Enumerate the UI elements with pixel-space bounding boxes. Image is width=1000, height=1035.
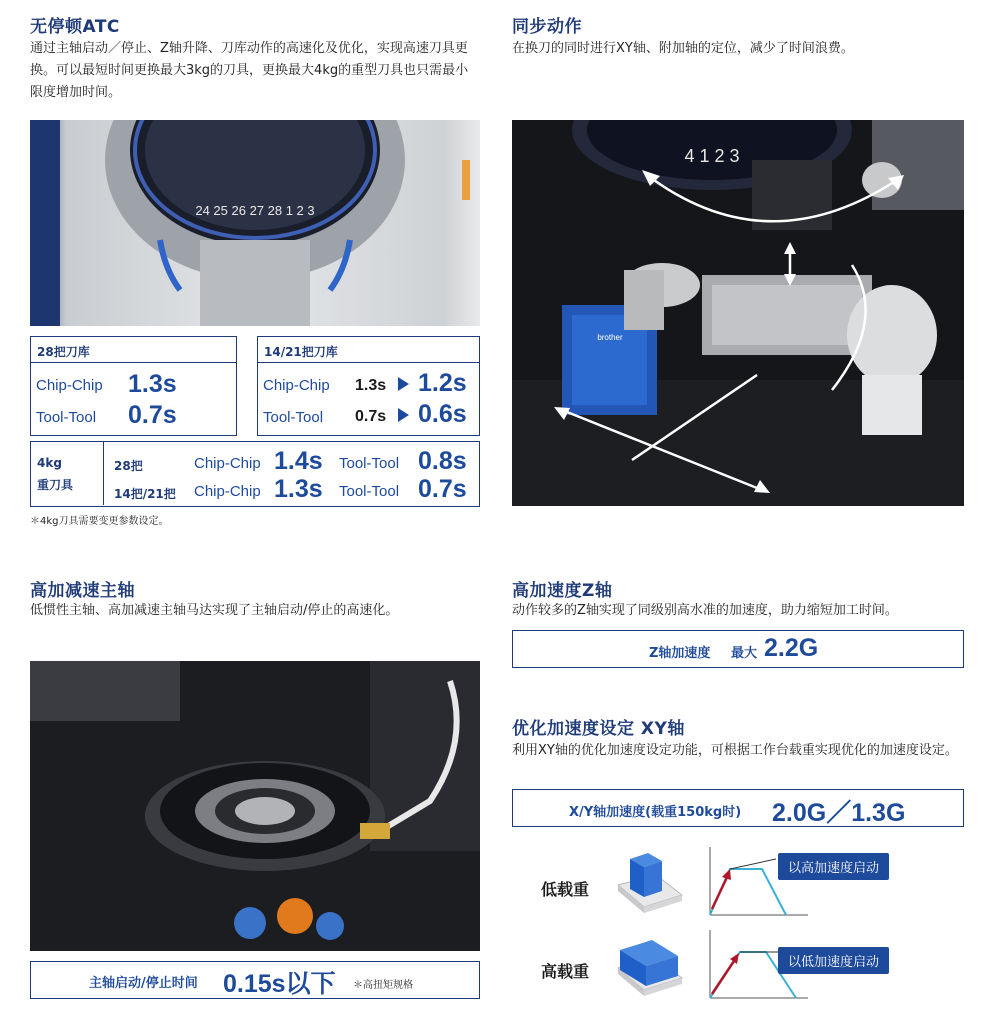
spindle-spec-value: 0.15s以下: [223, 970, 336, 998]
sync-title: 同步动作: [512, 17, 582, 37]
tool-tool-before-value: 0.7s: [355, 408, 387, 425]
arrow-right-icon: [398, 377, 409, 391]
xyaxis-description: 利用XY轴的优化加速度设定功能，可根据工作台载重实现优化的加速度设定。: [512, 743, 958, 758]
xyaxis-spec-box: [512, 789, 964, 827]
magazine-28-spec-box: [30, 336, 237, 436]
magazine-28-title: 28把刀库: [31, 337, 236, 363]
atc-magazine-numbers: 24 25 26 27 28 1 2 3: [195, 203, 315, 218]
sync-magazine-numbers: 4 1 2 3: [684, 146, 740, 166]
chip-chip-label: Chip-Chip: [263, 377, 330, 394]
zaxis-description: 动作较多的Z轴实现了同级别高水准的加速度，助力缩短加工时间。: [512, 603, 898, 618]
spindle-spec-note: ＊高扭矩规格: [353, 980, 413, 991]
heavy-tool-note: ＊4kg刀具需要变更参数设定。: [30, 516, 169, 527]
heavy-tool-title-line1: 4kg: [37, 456, 62, 470]
light-load-callout: 以高加速度启动: [778, 853, 889, 880]
tool-tool-value: 0.7s: [128, 401, 177, 429]
xyaxis-spec-label: X/Y轴加速度(载重150kg时): [569, 805, 742, 820]
xyaxis-title: 优化加速度设定 XY轴: [512, 719, 685, 739]
zaxis-spec-value: 2.2G: [764, 634, 819, 662]
heavy-tool-title-line2: 重刀具: [37, 478, 74, 492]
zaxis-title: 高加速度Z轴: [512, 581, 613, 601]
spindle-description: 低惯性主轴、高加减速主轴马达实现了主轴启动/停止的高速化。: [30, 603, 399, 618]
heavy-row-28-chip-label: Chip-Chip: [194, 455, 261, 472]
arrow-right-icon: [398, 408, 409, 422]
zaxis-spec-label: Z轴加速度: [649, 646, 711, 661]
tool-tool-label: Tool-Tool: [36, 409, 97, 426]
spindle-spec-box: [30, 961, 480, 999]
heavy-row-28-tool-value: 0.8s: [418, 447, 467, 475]
sync-description: 在换刀的同时进行XY轴、附加轴的定位，减少了时间浪费。: [512, 41, 854, 56]
light-load-label: 低载重: [541, 880, 590, 899]
heavy-tool-title: [31, 442, 104, 505]
spindle-photo: [30, 661, 480, 951]
zaxis-spec-prefix: 最大: [731, 646, 758, 661]
heavy-row-28-tool-label: Tool-Tool: [339, 455, 400, 472]
tool-tool-label: Tool-Tool: [263, 409, 324, 426]
atc-tool-magazine-photo: [30, 120, 480, 326]
heavy-load-label: 高载重: [541, 962, 590, 981]
atc-description: 通过主轴启动／停止、Z轴升降、刀库动作的高速化及优化，实现高速刀具更换。可以最短时间更换最大3kg的刀具，更换最大4kg的重型刀具也只需最小限度增加时间。: [30, 41, 469, 100]
xyaxis-spec-value: 2.0G／1.3G: [772, 799, 906, 827]
chip-chip-after-value: 1.2s: [418, 369, 467, 397]
heavy-row-14-21-chip-label: Chip-Chip: [194, 483, 261, 500]
heavy-row-14-21-tool-value: 0.7s: [418, 475, 467, 503]
chip-chip-label: Chip-Chip: [36, 377, 103, 394]
atc-title: 无停顿ATC: [30, 17, 120, 37]
chip-chip-value: 1.3s: [128, 370, 177, 398]
chip-chip-before-value: 1.3s: [355, 377, 387, 394]
sync-motion-photo: [512, 120, 964, 506]
spindle-spec-label: 主轴启动/停止时间: [89, 976, 198, 991]
heavy-row-28-name: 28把: [114, 459, 143, 473]
heavy-row-28-chip-value: 1.4s: [274, 447, 323, 475]
magazine-14-21-title: 14/21把刀库: [258, 337, 479, 363]
heavy-row-14-21-tool-label: Tool-Tool: [339, 483, 400, 500]
magazine-14-21-spec-box: [257, 336, 480, 436]
zaxis-spec-box: [512, 630, 964, 668]
heavy-load-callout: 以低加速度启动: [778, 947, 889, 974]
heavy-row-14-21-chip-value: 1.3s: [274, 475, 323, 503]
brand-label: brother: [597, 333, 623, 342]
heavy-load-table-icon: [612, 928, 686, 1000]
heavy-tool-spec-box: [30, 441, 480, 507]
spindle-title: 高加减速主轴: [30, 581, 135, 601]
tool-tool-after-value: 0.6s: [418, 400, 467, 428]
light-load-table-icon: [612, 845, 686, 917]
heavy-row-14-21-name: 14把/21把: [114, 487, 176, 501]
